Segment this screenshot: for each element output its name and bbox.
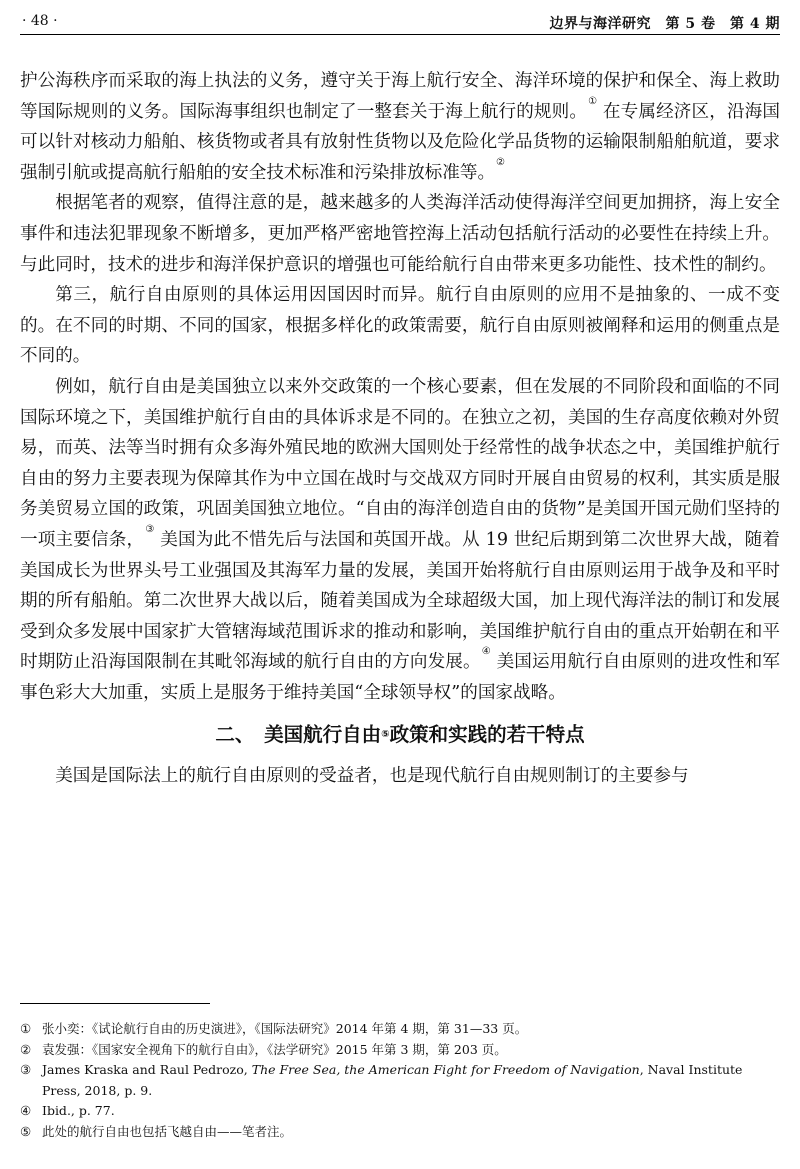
footnote-ref[interactable]: ③ xyxy=(145,523,155,535)
footnotes xyxy=(20,1019,780,1142)
paragraph: 根据笔者的观察，值得注意的是，越来越多的人类海洋活动使得海洋空间更加拥挤，海上安全事件和违法犯罪现象不断增多，更加严格严密地管控海上活动包括航行活动的必要性在持续上升。与此同时，技术的进步和海洋保护意识的增强也可能给航行自由带来更多功能性、技术性的制约。 xyxy=(20,193,780,275)
journal-title: 边界与海洋研究 第 5 卷 第 4 期 xyxy=(549,16,780,32)
footnote-divider xyxy=(20,1003,210,1004)
body-text xyxy=(20,66,780,792)
footnote: ④ Ibid., p. 77. xyxy=(20,1103,115,1118)
book-title: The Free Sea, the American Fight for Freedom of Navigation xyxy=(251,1062,640,1077)
footnote-ref[interactable]: ⑤ xyxy=(381,729,390,741)
page-number: · 48 · xyxy=(22,13,58,29)
page-header xyxy=(20,10,780,35)
paragraph: 例如，航行自由是美国独立以来外交政策的一个核心要素，但在发展的不同阶段和面临的不同国际环境之下，美国维护航行自由的具体诉求是不同的。在独立之初，美国的生存高度依赖对外贸易，而英、法等当时拥有众多海外殖民地的欧洲大国则处于经常性的战争状态之中，美国维护航行自由的努力主要表现为保障其作为中立国在战时与交战双方同时开展自由贸易的权利，其实质是服务美贸易立国的政策，巩固美国独立地位。“自由的海洋创造自由的货物”是美国开国元勋们坚持的一项主要信条，③ 美国为此不惜先后与法国和英国开战。从 19 世纪后期到第二次世界大战，随着美国成长为世界头号工业强国及其海军力量的发展，美国开始将航行自由原则运用于战争及和平时期的所有船舶。第二次世界大战以后，随着美国成为全球超级大国，加上现代海洋法的制订和发展受到众多发展中国家扩大管辖海域范围诉求的推动和影响，美国维护航行自由的重点开始朝在和平时期防止沿海国限制在其毗邻海域的航行自由的方向发展。④ 美国运用航行自由原则的进攻性和军事色彩大大加重，实质上是服务于维持美国“全球领导权”的国家战略。 xyxy=(20,376,780,703)
footnote-ref[interactable]: ④ xyxy=(481,646,491,658)
footnote-ref[interactable]: ① xyxy=(588,95,598,107)
footnote: ⑤ 此处的航行自由也包括飞越自由——笔者注。 xyxy=(20,1123,293,1139)
footnote: ① 张小奕：《试论航行自由的历史演进》，《国际法研究》2014 年第 4 期，第 31—33 页。 xyxy=(20,1021,528,1036)
paragraph: 护公海秩序而采取的海上执法的义务，遵守关于海上航行安全、海洋环境的保护和保全、海上救助等国际规则的义务。国际海事组织也制定了一整套关于海上航行的规则。① 在专属经济区，沿海国可以针对核动力船舶、核货物或者具有放射性货物以及危险化学品货物的运输限制船舶航道，要求强制引航或提高航行船舶的安全技术标准和污染排放标准等。② xyxy=(20,71,780,183)
footnote: ③ James Kraska and Raul Pedrozo, The Free Sea, the American Fight for Freedom of Navigation, Naval Institute Press, 2018, p. 9. xyxy=(20,1062,743,1098)
footnote-ref[interactable]: ② xyxy=(496,156,506,168)
paragraph: 第三，航行自由原则的具体运用因国因时而异。航行自由原则的应用不是抽象的、一成不变的。在不同的时期、不同的国家，根据多样化的政策需要，航行自由原则被阐释和运用的侧重点是不同的。 xyxy=(20,285,780,367)
footnote: ② 袁发强：《国家安全视角下的航行自由》，《法学研究》2015 年第 3 期，第 203 页。 xyxy=(20,1041,507,1057)
section-heading: 二、 美国航行自由⑤政策和实践的若干特点 xyxy=(215,723,585,747)
paragraph: 美国是国际法上的航行自由原则的受益者，也是现代航行自由规则制订的主要参与 xyxy=(55,766,689,787)
